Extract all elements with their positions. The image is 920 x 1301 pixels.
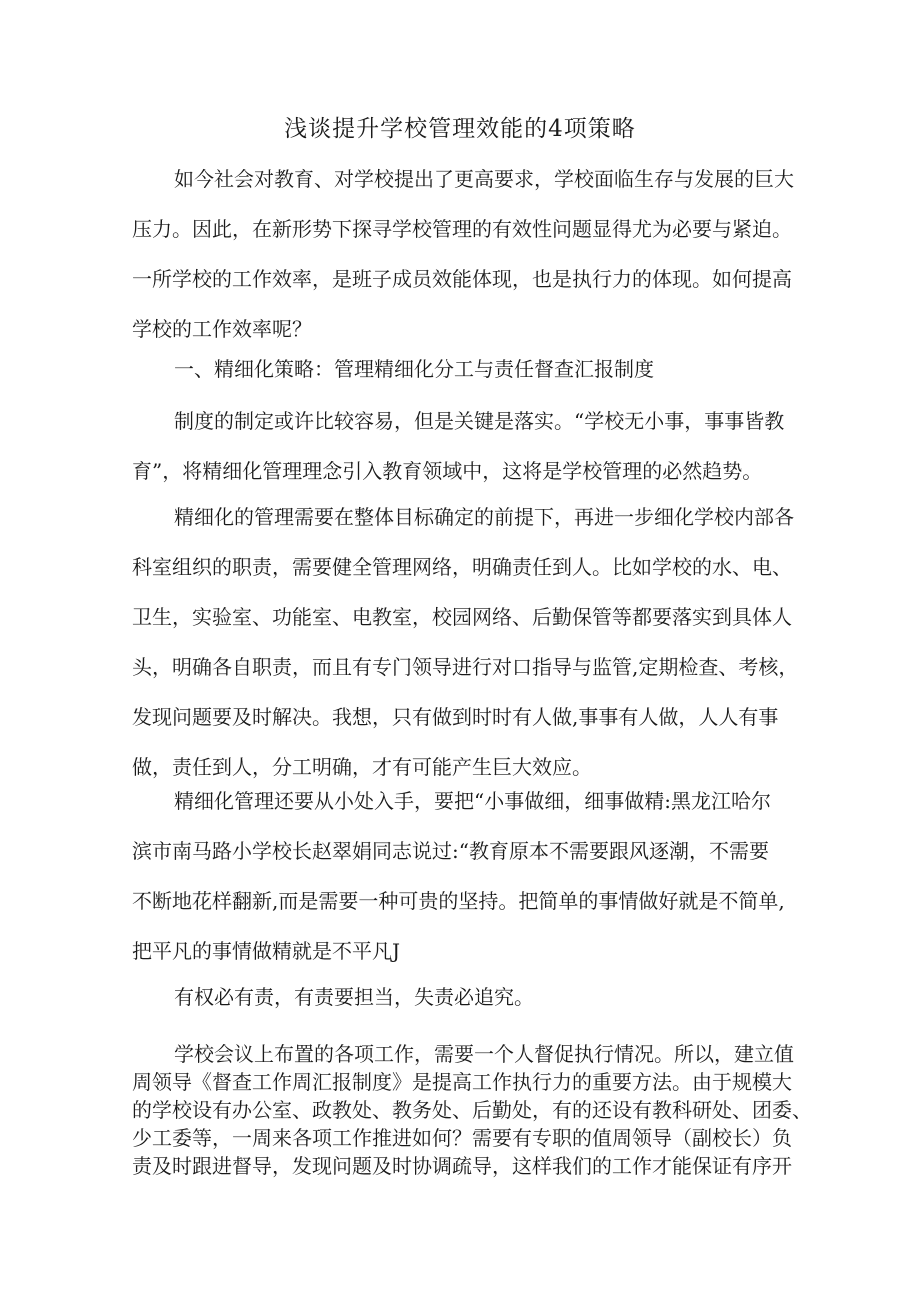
section-heading-text: 一、精细化策略：管理精细化分工与责任督查汇报制度 <box>174 357 654 381</box>
text-line: 压力。因此，在新形势下探寻学校管理的有效性问题显得尤为必要与紧迫。 <box>132 217 792 241</box>
text-line: 学校的工作效率呢？ <box>132 317 312 341</box>
text-line: 有权必有责，有责要担当，失责必追究。 <box>174 985 534 1009</box>
text-line: 发现问题要及时解决。我想，只有做到时时有人做,事事有人做，人人有事 <box>132 705 779 729</box>
text-line: 滨市南马路小学校长赵翠娟同志说过:“教育原本不需要跟风逐潮，不需要 <box>132 839 769 863</box>
document-title: 浅谈提升学校管理效能的4项策略 <box>284 116 636 142</box>
paragraph-intro <box>132 154 800 354</box>
paragraph-small-things <box>132 776 800 976</box>
text-line: 一所学校的工作效率，是班子成员效能体现，也是执行力的体现。如何提高 <box>132 267 792 291</box>
text-line: 育”，将精细化管理理念引入教育领域中，这将是学校管理的必然趋势。 <box>132 459 763 483</box>
text-line: 制度的制定或许比较容易，但是关键是落实。“学校无小事，事事皆教 <box>174 409 785 433</box>
text-line: 做，责任到人，分工明确，才有可能产生巨大效应。 <box>132 755 592 779</box>
text-line: 不断地花样翻新,而是需要一种可贵的坚持。把简单的事情做好就是不简单, <box>132 889 785 913</box>
paragraph-supervision <box>132 1040 812 1180</box>
text-line: 科室组织的职责，需要健全管理网络，明确责任到人。比如学校的水、电、 <box>132 555 792 579</box>
text-line: 责及时跟进督导，发现问题及时协调疏导，这样我们的工作才能保证有序开 <box>132 1154 792 1178</box>
text-line: 精细化管理还要从小处入手，要把“小事做细，细事做精:黑龙江哈尔 <box>174 789 771 813</box>
paragraph-refinement <box>132 492 800 792</box>
text-line: 把平凡的事情做精就是不平凡J <box>132 939 401 963</box>
text-line: 的学校设有办公室、政教处、教务处、后勤处，有的还设有教科研处、团委、 <box>132 1098 812 1122</box>
section-heading <box>132 344 800 394</box>
text-line: 学校会议上布置的各项工作，需要一个人督促执行情况。所以，建立值 <box>174 1042 794 1066</box>
text-line: 如今社会对教育、对学校提出了更高要求，学校面临生存与发展的巨大 <box>174 167 794 191</box>
text-line: 少工委等，一周来各项工作推进如何？需要有专职的值周领导（副校长）负 <box>132 1126 792 1150</box>
paragraph-implementation <box>132 396 800 496</box>
text-line: 卫生，实验室、功能室、电教室，校园网络、后勤保管等都要落实到具体人 <box>132 605 792 629</box>
text-line: 头，明确各自职责，而且有专门领导进行对口指导与监管,定期检查、考核， <box>132 655 799 679</box>
text-line: 精细化的管理需要在整体目标确定的前提下，再进一步细化学校内部各 <box>174 505 794 529</box>
paragraph-responsibility <box>132 972 800 1022</box>
text-line: 周领导《督查工作周汇报制度》是提高工作执行力的重要方法。由于规模大 <box>132 1070 792 1094</box>
